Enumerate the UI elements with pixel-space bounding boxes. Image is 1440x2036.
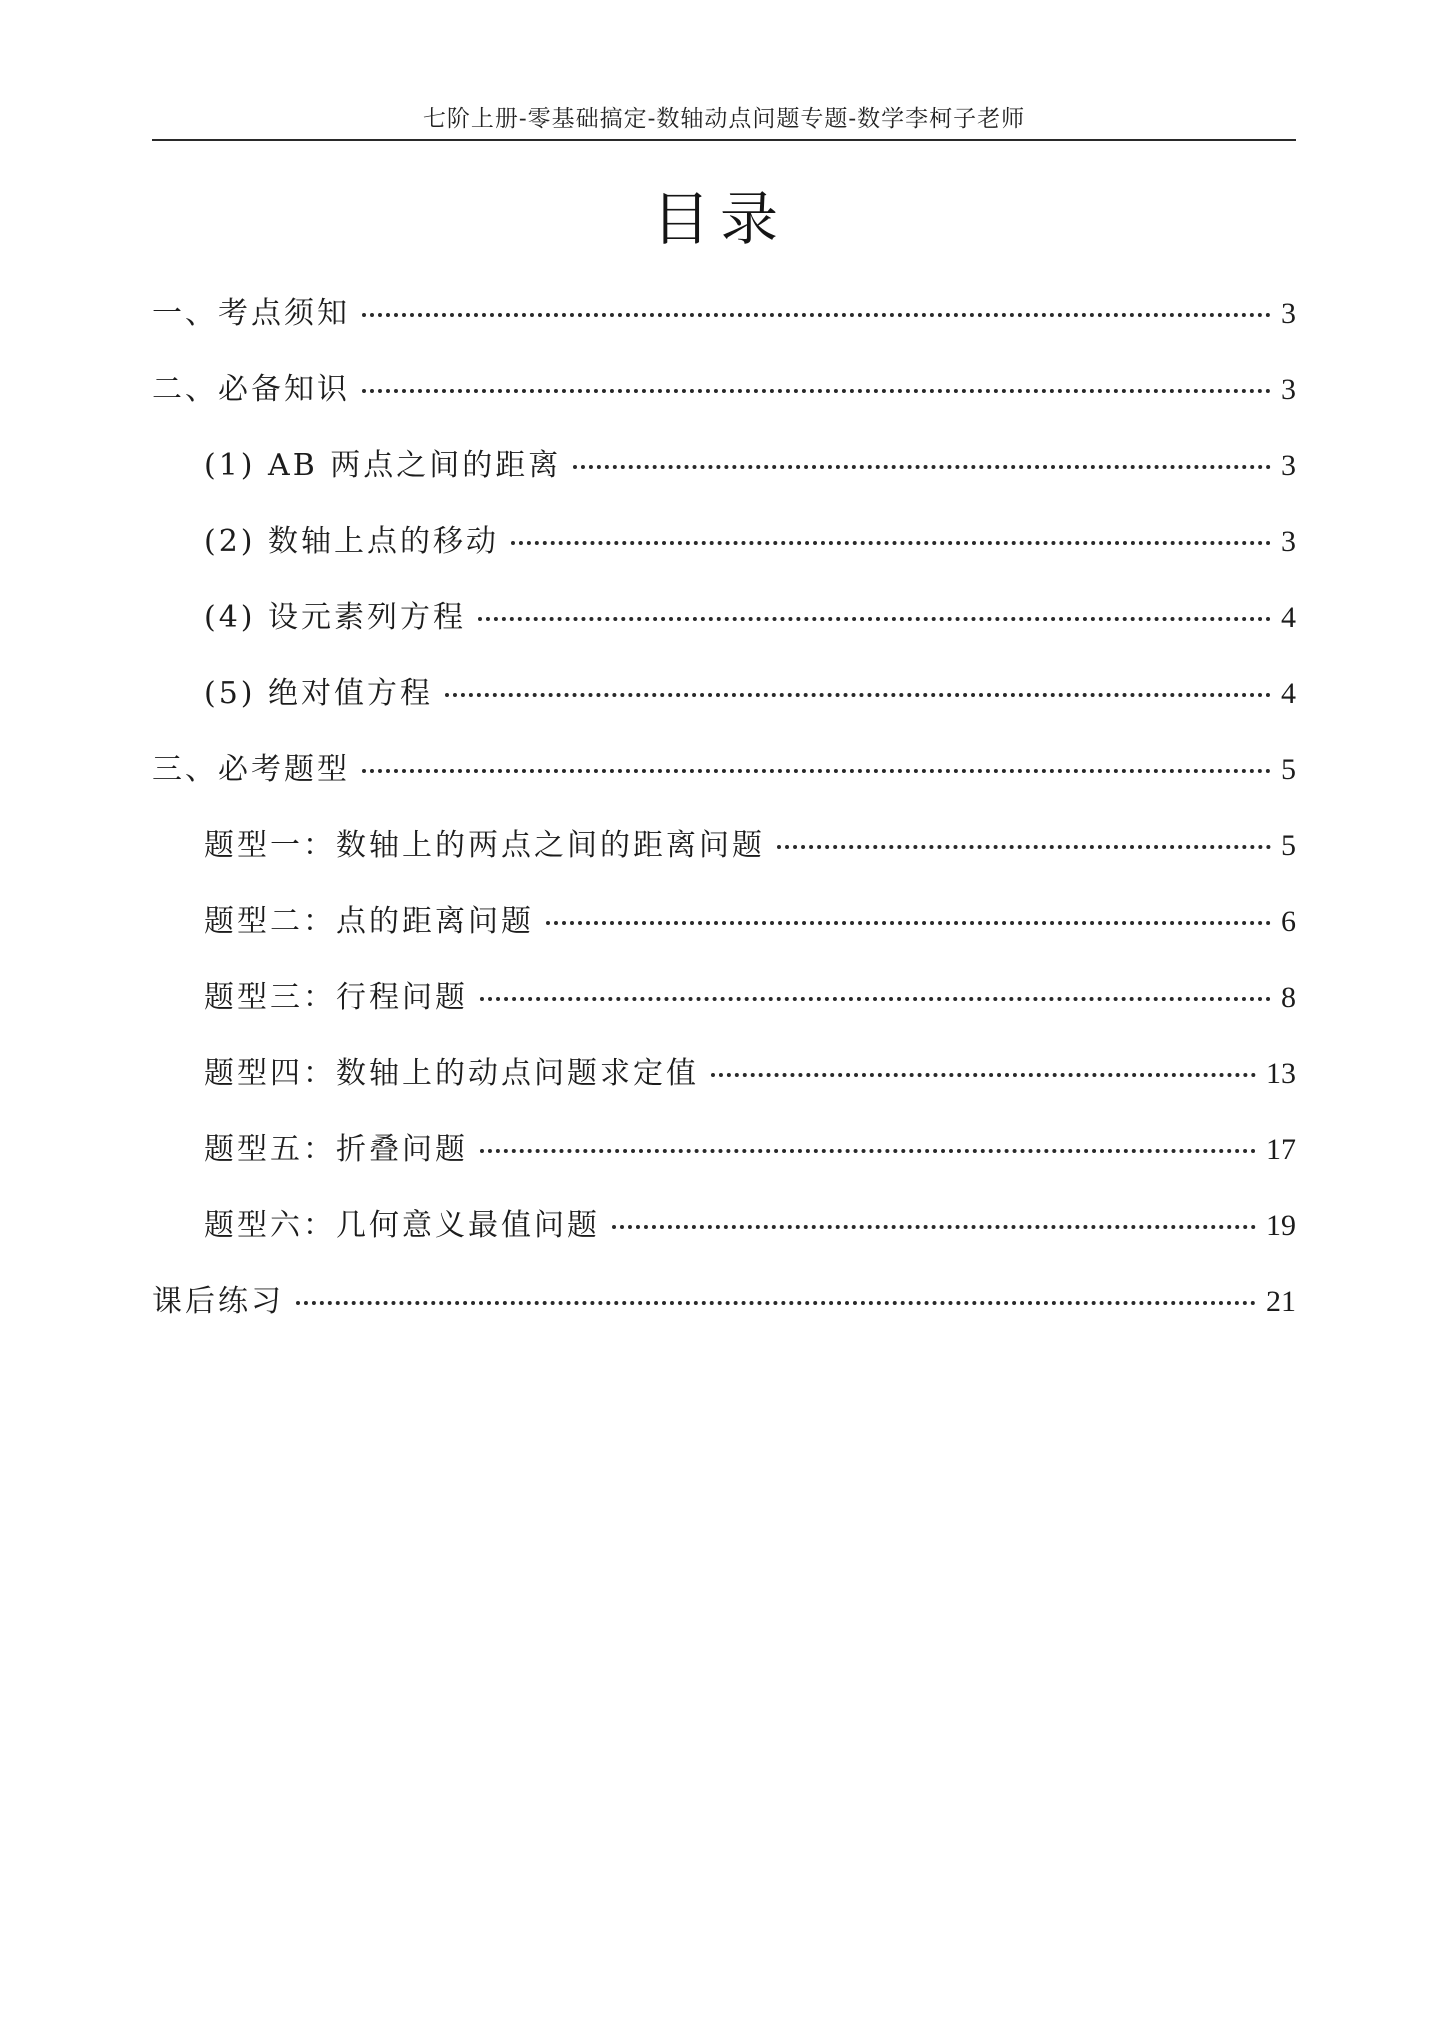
toc-entry-label: 题型六：几何意义最值问题 <box>204 1208 600 1243</box>
toc-entry-type-5[interactable] <box>152 1116 1296 1192</box>
dot-leader <box>546 921 1271 925</box>
toc-entry-absolute-value-equations[interactable] <box>152 660 1296 736</box>
toc-entry-type-2[interactable] <box>152 888 1296 964</box>
toc-entry-homework[interactable] <box>152 1268 1296 1344</box>
toc-entry-page: 3 <box>1281 297 1296 330</box>
toc-entry-label: 二、必备知识 <box>152 372 350 407</box>
dot-leader <box>480 997 1271 1001</box>
dot-leader <box>362 389 1271 393</box>
toc-entry-label: 题型三：行程问题 <box>204 980 468 1015</box>
toc-entry-page: 5 <box>1281 829 1296 862</box>
toc-entry-equations[interactable] <box>152 584 1296 660</box>
toc-entry-type-3[interactable] <box>152 964 1296 1040</box>
toc-entry-type-4[interactable] <box>152 1040 1296 1116</box>
toc-entry-page: 4 <box>1281 601 1296 634</box>
toc-entry-type-1[interactable] <box>152 812 1296 888</box>
header-divider <box>152 139 1296 141</box>
table-of-contents <box>152 280 1296 1344</box>
toc-entry-page: 5 <box>1281 753 1296 786</box>
toc-entry-page: 13 <box>1266 1057 1296 1090</box>
toc-entry-page: 6 <box>1281 905 1296 938</box>
dot-leader <box>296 1301 1256 1305</box>
toc-entry-label: (2) 数轴上点的移动 <box>204 524 500 559</box>
toc-entry-label: (1) AB 两点之间的距离 <box>204 448 562 483</box>
toc-entry-label: 题型二：点的距离问题 <box>204 904 534 939</box>
dot-leader <box>612 1225 1256 1229</box>
dot-leader <box>362 313 1271 317</box>
toc-entry-label: 题型五：折叠问题 <box>204 1132 468 1167</box>
dot-leader <box>480 1149 1256 1153</box>
toc-entry-ab-distance[interactable] <box>152 432 1296 508</box>
toc-entry-page: 21 <box>1266 1285 1296 1318</box>
dot-leader <box>478 617 1271 621</box>
toc-entry-exam-points[interactable] <box>152 280 1296 356</box>
toc-entry-label: 一、考点须知 <box>152 296 350 331</box>
dot-leader <box>511 541 1271 545</box>
toc-entry-page: 3 <box>1281 373 1296 406</box>
toc-entry-page: 3 <box>1281 525 1296 558</box>
dot-leader <box>711 1073 1256 1077</box>
toc-entry-page: 3 <box>1281 449 1296 482</box>
toc-entry-required-knowledge[interactable] <box>152 356 1296 432</box>
dot-leader <box>573 465 1271 469</box>
toc-entry-type-6[interactable] <box>152 1192 1296 1268</box>
toc-entry-page: 19 <box>1266 1209 1296 1242</box>
toc-entry-label: 题型一：数轴上的两点之间的距离问题 <box>204 828 765 863</box>
toc-entry-label: (5) 绝对值方程 <box>204 676 434 711</box>
toc-entry-point-movement[interactable] <box>152 508 1296 584</box>
toc-entry-label: 题型四：数轴上的动点问题求定值 <box>204 1056 699 1091</box>
page-title: 目录 <box>651 185 788 253</box>
toc-entry-label: (4) 设元素列方程 <box>204 600 467 635</box>
running-header: 七阶上册-零基础搞定-数轴动点问题专题-数学李柯子老师 <box>422 106 1026 132</box>
toc-entry-label: 课后练习 <box>152 1284 284 1319</box>
toc-entry-label: 三、必考题型 <box>152 752 350 787</box>
toc-entry-page: 17 <box>1266 1133 1296 1166</box>
dot-leader <box>445 693 1271 697</box>
dot-leader <box>777 845 1271 849</box>
toc-entry-page: 8 <box>1281 981 1296 1014</box>
toc-entry-question-types[interactable] <box>152 736 1296 812</box>
dot-leader <box>362 769 1271 773</box>
toc-entry-page: 4 <box>1281 677 1296 710</box>
